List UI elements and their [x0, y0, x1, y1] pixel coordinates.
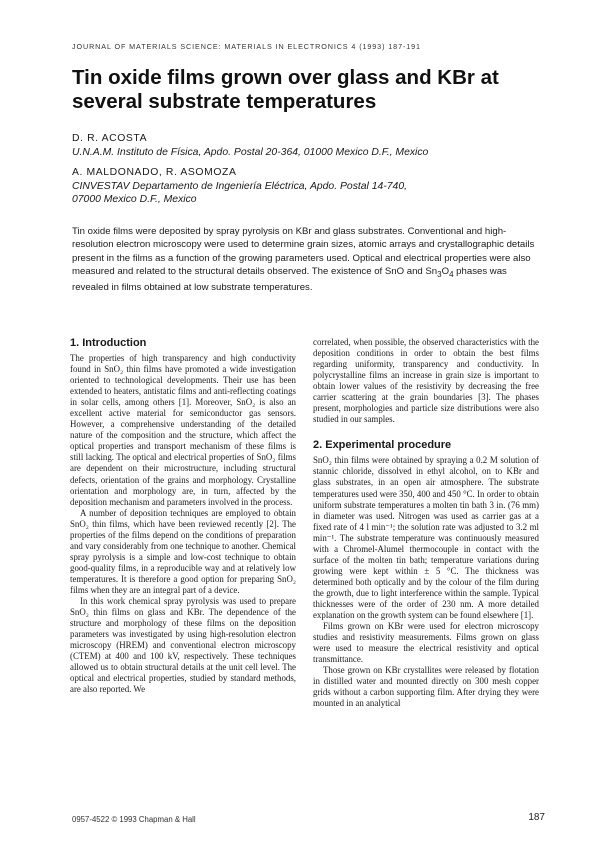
- abstract-sub-2: 4: [449, 269, 454, 279]
- abstract: [72, 225, 544, 294]
- intro-paragraph-continued: correlated, when possible, the observed characteristics with the deposition conditions in order to obtain the best films regarding uniformity, transparency and conductivity. In polycrystalline films an increase in grain size is important to obtain lower values of the resistivity by decreasing the free carrier scattering at the grain boundaries [3]. The phases present, morphologies and particle size distributions were also studied in our samples.: [313, 337, 539, 425]
- right-column: [313, 337, 539, 709]
- experimental-paragraph-1: SnO₂ thin films were obtained by spraying a 0.2 M solution of stannic chloride, dissolved in ethyl alcohol, on to KBr and glass substrates, in an open air atmosphere. The substrate temperatures used were 350, 400 and 450 °C. In order to obtain uniform substrate temperatures a molten tin bath 3 in. (76 mm) in diameter was used. Nitrogen was used as carrier gas at a fixed rate of 4 l min⁻¹; the solution rate was adjusted to 3.2 ml min⁻¹. The substrate temperature was continuously measured with a Chromel-Alumel thermocouple in contact with the surface of the molten tin bath; temperature variations during growing were kept within ± 5 °C. The thickness was determined both optically and by the colour of the film during the growth, due to light interference within the sample. Typical thicknesses were of the order of 230 nm. A more detailed explanation on the growth system can be found elsewhere [1].: [313, 455, 539, 621]
- abstract-sub-1: 3: [437, 269, 442, 279]
- left-column: [70, 337, 296, 695]
- author-group-2: [72, 166, 542, 207]
- paper-title: Tin oxide films grown over glass and KBr at several substrate temperatures: [72, 66, 499, 113]
- author-block: [72, 132, 542, 207]
- abstract-text-2: phases was revealed in films obtained at low substrate temperatures.: [72, 265, 507, 294]
- experimental-paragraph-2: Films grown on KBr were used for electron microscopy studies and resistivity measurements. Films grown on glass were used to measure the electrical resistivity and optical transmittance.: [313, 621, 539, 665]
- intro-paragraph-3: In this work chemical spray pyrolysis was used to prepare SnO₂ thin films on glass and KBr. The dependence of the structure and morphology of these films on the deposition parameters was investigated by using high-resolution electron microscopy (HREM) and conventional electron microscopy (CTEM) at 400 and 100 kV, respectively. These techniques allowed us to obtain structural details at the unit cell level. The optical and electrical properties, studied by standard methods, are also reported. We: [70, 596, 296, 695]
- affiliation-1: U.N.A.M. Instituto de Física, Apdo. Postal 20-364, 01000 Mexico D.F., Mexico: [72, 146, 429, 158]
- author-names-2: A. MALDONADO, R. ASOMOZA: [72, 167, 237, 179]
- author-group-1: [72, 132, 542, 159]
- page-number: 187: [528, 812, 545, 823]
- abstract-text-mid: O: [441, 265, 450, 277]
- experimental-heading: 2. Experimental procedure: [313, 439, 452, 452]
- author-names-1: D. R. ACOSTA: [72, 133, 148, 144]
- experimental-paragraph-3: Those grown on KBr crystallites were released by flotation in distilled water and mounted directly on 300 mesh copper grids without a carbon supporting film. After drying they were mounted in an analytical: [313, 665, 539, 709]
- affiliation-2-line-2: 07000 Mexico D.F., Mexico: [72, 194, 197, 206]
- intro-paragraph-1: The properties of high transparency and high conductivity found in SnO₂ thin films have promoted a wide investigation oriented to technological developments. Their use has been extended to heaters, antistatic films and anti-reflecting coatings in solar cells, among others [1]. Moreover, SnO₂ is also an excellent active material for semiconductor gas sensors. However, a comprehensive understanding of the detailed nature of the composition and the structure, which affect the optical properties and transport mechanism of these films is still lacking. The optical and electrical properties of SnO₂ films are dependent on their microstructure, including structural defects, orientation of the grains and morphology. Crystalline orientation and morphology are, in turn, affected by the deposition mechanism and parameters involved in the process.: [70, 353, 296, 507]
- journal-header: JOURNAL OF MATERIALS SCIENCE: MATERIALS IN ELECTRONICS 4 (1993) 187-191: [72, 42, 421, 51]
- issn-copyright: 0957-4522 © 1993 Chapman & Hall: [72, 815, 196, 824]
- abstract-text-1: Tin oxide films were deposited by spray pyrolysis on KBr and glass substrates. Conventional and high-resolution electron microscopy were used to determine grain sizes, atomic arrays and crystallographic details present in the films as a function of the growing parameters used. Optical and electrical properties were also measured and related to the structural details observed. The existence of SnO and Sn: [72, 226, 535, 277]
- introduction-heading: 1. Introduction: [70, 337, 147, 349]
- affiliation-2-line-1: CINVESTAV Departamento de Ingeniería Eléctrica, Apdo. Postal 14-740,: [72, 180, 407, 192]
- intro-paragraph-2: A number of deposition techniques are employed to obtain SnO₂ thin films, which have been reviewed recently [2]. The properties of the films depend on the conditions of preparation and vary considerably from one technique to another. Chemical spray pyrolysis is a simple and low-cost technique to obtain good-quality films, in a reproducible way and at relatively low temperatures. It is therefore a good option for preparing SnO₂ films when they are an integral part of a device.: [70, 507, 296, 595]
